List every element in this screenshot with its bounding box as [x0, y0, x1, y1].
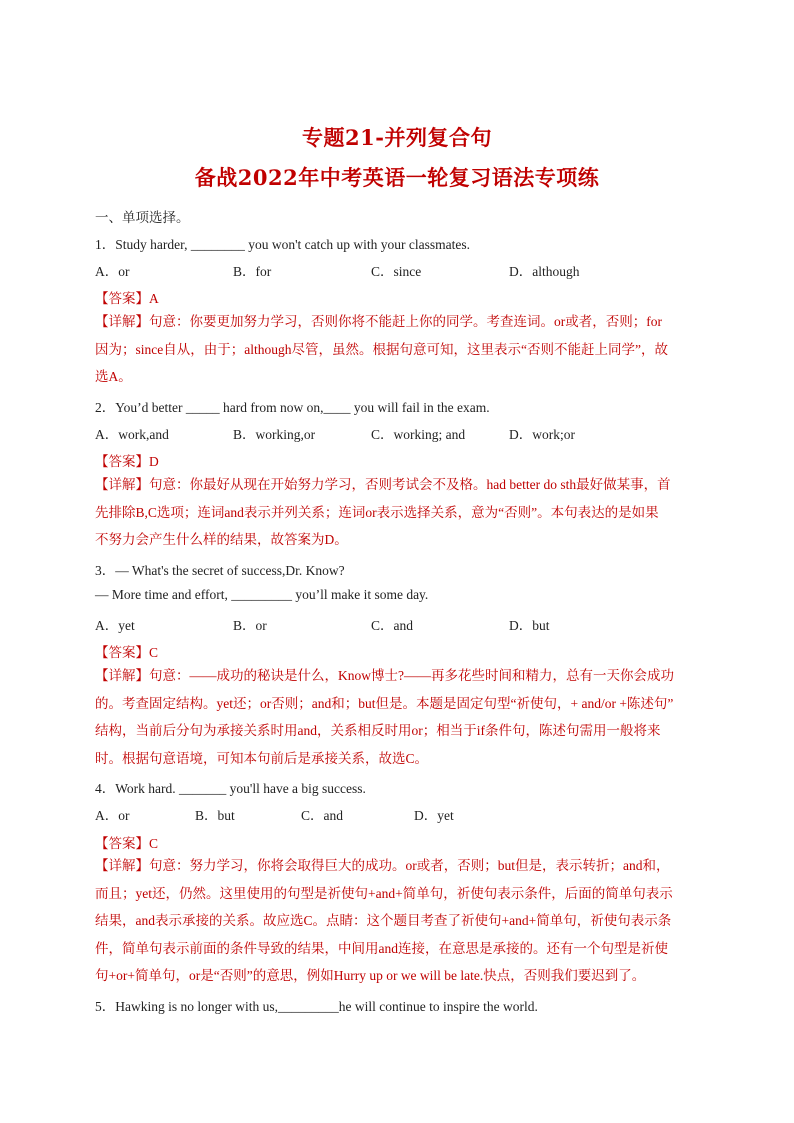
q3-answer: 【答案】C	[95, 645, 159, 660]
q1-option-b: B．for	[233, 264, 272, 279]
q1-explain-line: 【详解】句意：你要更加努力学习，否则你将不能赶上你的同学。考查连词。or或者，否则；for	[95, 314, 662, 329]
q4-explain-line: 结果，and表示承接的关系。故应选C。点睛：这个题目考查了祈使句+and+简单句，祈使句表示条	[95, 913, 672, 928]
q1-answer: 【答案】A	[95, 291, 159, 306]
q3-option-d: D．but	[509, 618, 550, 633]
q2-option-b: B．working,or	[233, 427, 316, 442]
q3-explain-line: 的。考查固定结构。yet还；or否则；and和；but但是。本题是固定句型“祈使句，+ and/or +陈述句”	[95, 695, 674, 711]
document-subtitle: 备战2022年中考英语一轮复习语法专项练	[194, 165, 600, 190]
q4-option-d: D．yet	[414, 808, 454, 823]
question-5-stem: 5．Hawking is no longer with us,_________he will continue to inspire the world.	[95, 999, 538, 1014]
q2-explain-line: 不努力会产生什么样的结果，故答案为D。	[95, 532, 348, 547]
q3-explain-line: 时。根据句意语境，可知本句前后是承接关系，故选C。	[95, 750, 429, 766]
section-heading: 一、单项选择。	[95, 210, 190, 225]
question-4-stem: 4．Work hard. _______ you'll have a big success.	[95, 781, 366, 796]
q3-explain-line: 【详解】句意：——成功的秘诀是什么，Know博士?——再多花些时间和精力，总有一天你会成功	[95, 668, 674, 683]
q1-explanation	[95, 308, 707, 391]
q4-explanation	[95, 852, 707, 990]
q2-explain-line: 【详解】句意：你最好从现在开始努力学习，否则考试会不及格。had better do sth最好做某事，首	[95, 477, 671, 492]
q3-option-a: A．yet	[95, 618, 135, 633]
q4-explain-line: 【详解】句意：努力学习，你将会取得巨大的成功。or或者，否则；but但是，表示转折；and和，	[95, 858, 670, 873]
q1-option-c: C．since	[371, 264, 422, 279]
q2-answer: 【答案】D	[95, 454, 159, 469]
q4-explain-line: 句+or+简单句，or是“否则”的意思，例如Hurry up or we will be late.快点，否则我们要迟到了。	[95, 968, 646, 983]
question-3-stem: 3．— What's the secret of success,Dr. Know?	[95, 563, 345, 578]
q4-option-a: A．or	[95, 808, 130, 823]
q4-explain-line: 件，简单句表示前面的条件导致的结果，中间用and连接，在意思是承接的。还有一个句型是祈使	[95, 940, 668, 956]
q4-answer: 【答案】C	[95, 836, 159, 851]
q4-option-b: B．but	[195, 808, 235, 823]
q4-explain-line: 而且；yet还，仍然。这里使用的句型是祈使句+and+简单句，祈使句表示条件，后面的简单句表示	[95, 885, 673, 901]
q1-option-a: A．or	[95, 264, 130, 279]
q1-option-d: D．although	[509, 264, 580, 279]
q2-option-d: D．work;or	[509, 427, 575, 442]
q2-option-c: C．working; and	[371, 427, 466, 442]
question-2-stem: 2．You’d better _____ hard from now on,____ you will fail in the exam.	[95, 400, 490, 415]
document-title: 专题21-并列复合句	[302, 125, 492, 150]
q2-explanation	[95, 471, 707, 554]
q1-explain-line: 因为；since自从，由于；although尽管，虽然。根据句意可知，这里表示“否则不能赶上同学”，故	[95, 341, 668, 357]
q2-explain-line: 先排除B,C选项；连词and表示并列关系；连词or表示选择关系，意为“否则”。本句表达的是如果	[95, 504, 659, 520]
q1-explain-line: 选A。	[95, 369, 132, 384]
q2-option-a: A．work,and	[95, 427, 169, 442]
q3-option-c: C．and	[371, 618, 413, 633]
q3-explanation	[95, 662, 707, 772]
question-3-stem-reply: — More time and effort, _________ you’ll make it some day.	[95, 587, 429, 602]
q4-option-c: C．and	[301, 808, 343, 823]
q3-option-b: B．or	[233, 618, 267, 633]
q3-explain-line: 结构，当前后分句为承接关系时用and，关系相反时用or；相当于if条件句，陈述句需用一般将来	[95, 723, 661, 738]
question-1-stem: 1．Study harder, ________ you won't catch up with your classmates.	[95, 237, 470, 252]
